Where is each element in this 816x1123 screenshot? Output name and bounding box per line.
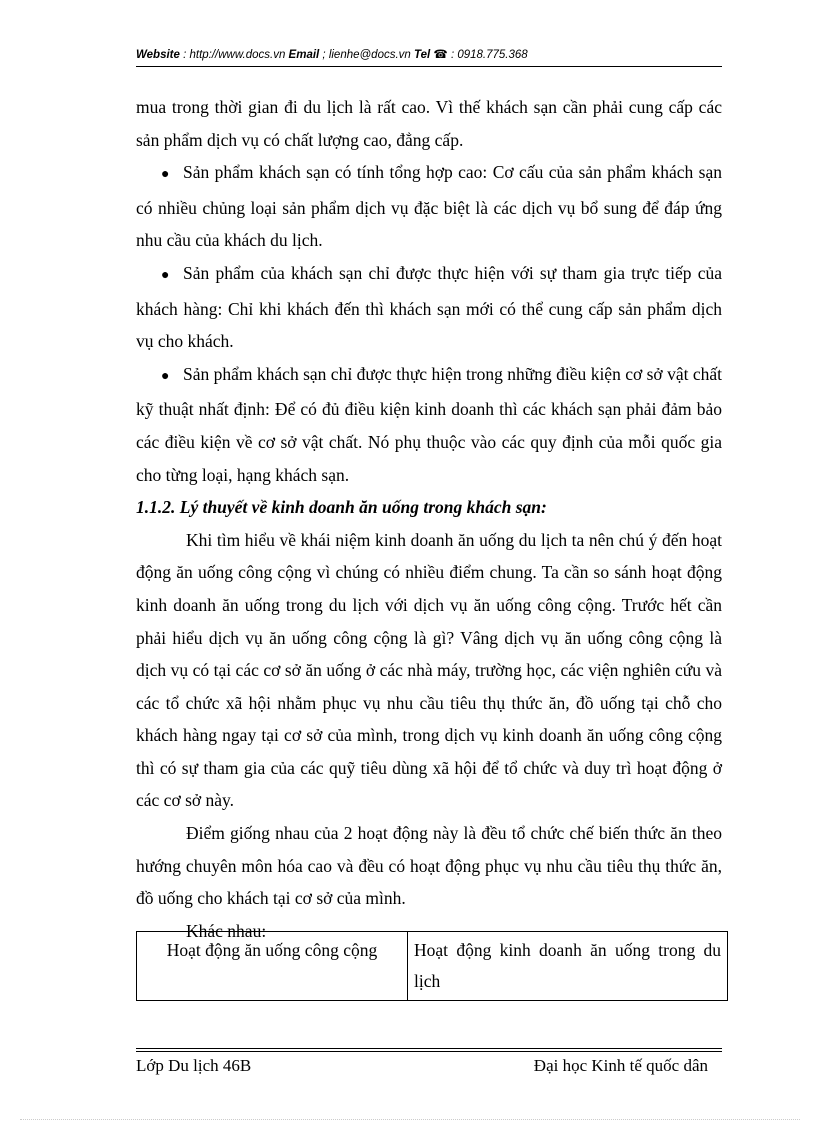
website-value: : http://www.docs.vn <box>179 49 289 61</box>
bullet-icon: ● <box>161 368 170 384</box>
tel-label: Tel <box>414 49 431 61</box>
table-cell-tourism-catering: Hoạt động kinh doanh ăn uống trong du lịch <box>408 932 728 1001</box>
paragraph: Điểm giống nhau của 2 hoạt động này là đều tổ chức chế biến thức ăn theo hướng chuyên môn hóa cao và đều có hoạt động phục vụ nhu cầu tiêu thụ thức ăn, đồ uống cho khách tại cơ sở của mình. <box>136 823 722 909</box>
bullet-text: Sản phẩm của khách sạn chỉ được thực hiện với sự tham gia trực tiếp của khách hàng: Chỉ khi khách đến thì khách sạn mới có thể cung cấp sản phẩm dịch vụ cho khách. <box>136 262 722 352</box>
page-header <box>136 47 722 61</box>
table-row <box>137 932 728 1001</box>
phone-icon: ☎ <box>433 49 448 61</box>
footer-rule-bottom <box>136 1051 722 1052</box>
email-value: ; lienhe@docs.vn <box>319 49 415 61</box>
table-cell-public-catering: Hoạt động ăn uống công cộng <box>137 932 408 1001</box>
paragraph-continuation: mua trong thời gian đi du lịch là rất cao. Vì thế khách sạn cần phải cung cấp các sản phẩm dịch vụ có chất lượng cao, đẳng cấp. <box>136 97 722 150</box>
bullet-icon: ● <box>161 167 170 183</box>
footer-university: Đại học Kinh tế quốc dân <box>533 1056 708 1075</box>
bullet-item <box>136 257 722 358</box>
bullet-item <box>136 156 722 257</box>
comparison-table <box>136 931 728 1001</box>
page-bottom-edge <box>20 1119 800 1120</box>
bullet-text: Sản phẩm khách sạn chỉ được thực hiện trong những điều kiện cơ sở vật chất kỹ thuật nhất định: Để có đủ điều kiện kinh doanh thì các khách sạn phải đảm bảo các điều kiện về cơ sở vật chất. Nó phụ thuộc vào các quy định của mỗi quốc gia cho từng loại, hạng khách sạn. <box>136 363 722 485</box>
paragraph: Khác nhau: <box>186 920 267 941</box>
footer-rule-top <box>136 1048 722 1049</box>
tel-value: : 0918.775.368 <box>447 49 528 61</box>
bullet-icon: ● <box>161 267 170 283</box>
section-heading: 1.1.2. Lý thuyết về kinh doanh ăn uống trong khách sạn: <box>136 497 547 518</box>
paragraph: Khi tìm hiểu về khái niệm kinh doanh ăn uống du lịch ta nên chú ý đến hoạt động ăn uống công cộng vì chúng có nhiều điểm chung. Ta cần so sánh hoạt động kinh doanh ăn uống trong du lịch với dịch vụ ăn uống công cộng. Trước hết cần phải hiểu dịch vụ ăn uống công cộng là gì? Vâng dịch vụ ăn uống công cộng là dịch vụ có tại các cơ sở ăn uống ở các nhà máy, trường học, các viện nghiên cứu và các tổ chức xã hội nhằm phục vụ nhu cầu tiêu thụ thức ăn, đồ uống tại chỗ cho khách hàng ngay tại cơ sở của mình, trong dịch vụ kinh doanh ăn uống công cộng thì có sự tham gia của các quỹ tiêu dùng xã hội để tổ chức và duy trì hoạt động ở các cơ sở này. <box>136 529 722 811</box>
header-rule <box>136 66 722 67</box>
website-label: Website <box>136 49 180 61</box>
footer-class: Lớp Du lịch 46B <box>136 1056 252 1075</box>
document-body <box>136 91 722 947</box>
bullet-text: Sản phẩm khách sạn có tính tổng hợp cao: Cơ cấu của sản phẩm khách sạn có nhiều chủng loại sản phẩm dịch vụ đặc biệt là các dịch vụ bổ sung để đáp ứng nhu cầu của khách du lịch. <box>136 162 722 251</box>
bullet-item <box>136 358 722 491</box>
email-label: Email <box>288 49 320 61</box>
